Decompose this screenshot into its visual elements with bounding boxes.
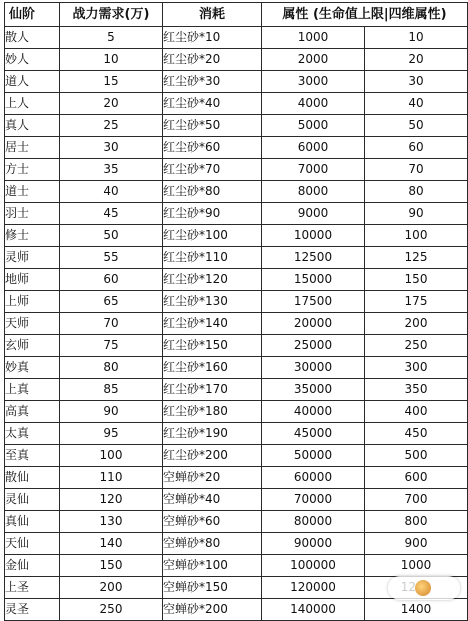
cell-stats: 10 — [365, 27, 468, 49]
cell-health: 1000 — [262, 27, 365, 49]
table-row — [5, 599, 468, 621]
table-row — [5, 225, 468, 247]
cell-cost: 空蝉砂*60 — [163, 511, 262, 533]
table-row — [5, 115, 468, 137]
cell-stats: 700 — [365, 489, 468, 511]
cell-rank: 天仙 — [5, 533, 60, 555]
table-row — [5, 181, 468, 203]
cell-stats: 1000 — [365, 555, 468, 577]
cell-power: 50 — [60, 225, 163, 247]
cell-health: 7000 — [262, 159, 365, 181]
cell-rank: 方士 — [5, 159, 60, 181]
table-row — [5, 49, 468, 71]
cell-rank: 灵师 — [5, 247, 60, 269]
table-row — [5, 335, 468, 357]
cell-stats: 250 — [365, 335, 468, 357]
cell-rank: 道士 — [5, 181, 60, 203]
cell-health: 5000 — [262, 115, 365, 137]
cell-health: 35000 — [262, 379, 365, 401]
cell-cost: 红尘砂*70 — [163, 159, 262, 181]
cell-cost: 红尘砂*140 — [163, 313, 262, 335]
cell-power: 45 — [60, 203, 163, 225]
cell-cost: 红尘砂*150 — [163, 335, 262, 357]
cell-health: 17500 — [262, 291, 365, 313]
cell-power: 110 — [60, 467, 163, 489]
cell-cost: 空蝉砂*20 — [163, 467, 262, 489]
watermark-logo-icon — [415, 580, 431, 596]
table-row — [5, 467, 468, 489]
cell-stats: 300 — [365, 357, 468, 379]
cell-health: 50000 — [262, 445, 365, 467]
cell-cost: 空蝉砂*80 — [163, 533, 262, 555]
cell-stats: 900 — [365, 533, 468, 555]
cell-power: 70 — [60, 313, 163, 335]
cell-power: 25 — [60, 115, 163, 137]
cell-stats: 100 — [365, 225, 468, 247]
cell-power: 250 — [60, 599, 163, 621]
cell-power: 100 — [60, 445, 163, 467]
cell-health: 30000 — [262, 357, 365, 379]
cell-health: 15000 — [262, 269, 365, 291]
cell-power: 130 — [60, 511, 163, 533]
cell-cost: 红尘砂*90 — [163, 203, 262, 225]
table-row — [5, 203, 468, 225]
cell-cost: 空蝉砂*40 — [163, 489, 262, 511]
cell-rank: 妙真 — [5, 357, 60, 379]
cell-cost: 红尘砂*10 — [163, 27, 262, 49]
cell-stats: 30 — [365, 71, 468, 93]
cell-stats: 800 — [365, 511, 468, 533]
cell-health: 100000 — [262, 555, 365, 577]
cell-rank: 散人 — [5, 27, 60, 49]
cell-stats: 40 — [365, 93, 468, 115]
cell-rank: 妙人 — [5, 49, 60, 71]
cell-cost: 空蝉砂*150 — [163, 577, 262, 599]
table-row — [5, 357, 468, 379]
cell-rank: 居士 — [5, 137, 60, 159]
cell-health: 6000 — [262, 137, 365, 159]
cell-stats: 350 — [365, 379, 468, 401]
table-row — [5, 445, 468, 467]
cell-power: 95 — [60, 423, 163, 445]
cell-rank: 金仙 — [5, 555, 60, 577]
cell-stats: 50 — [365, 115, 468, 137]
header-cost: 消耗 — [163, 3, 262, 27]
cell-cost: 红尘砂*200 — [163, 445, 262, 467]
cell-health: 10000 — [262, 225, 365, 247]
cell-power: 15 — [60, 71, 163, 93]
table-body — [5, 27, 468, 621]
cell-rank: 太真 — [5, 423, 60, 445]
cell-stats: 90 — [365, 203, 468, 225]
cell-health: 80000 — [262, 511, 365, 533]
cell-rank: 灵仙 — [5, 489, 60, 511]
cell-health: 40000 — [262, 401, 365, 423]
table-row — [5, 247, 468, 269]
cell-health: 45000 — [262, 423, 365, 445]
cell-rank: 真仙 — [5, 511, 60, 533]
table-row — [5, 269, 468, 291]
cell-rank: 道人 — [5, 71, 60, 93]
cell-rank: 上圣 — [5, 577, 60, 599]
cell-cost: 红尘砂*130 — [163, 291, 262, 313]
table-row — [5, 423, 468, 445]
table-row — [5, 159, 468, 181]
cell-rank: 羽士 — [5, 203, 60, 225]
cell-cost: 红尘砂*190 — [163, 423, 262, 445]
cell-health: 90000 — [262, 533, 365, 555]
cell-stats: 60 — [365, 137, 468, 159]
cell-stats: 125 — [365, 247, 468, 269]
cell-power: 60 — [60, 269, 163, 291]
cell-rank: 上人 — [5, 93, 60, 115]
cell-cost: 空蝉砂*100 — [163, 555, 262, 577]
table-row — [5, 71, 468, 93]
cell-health: 9000 — [262, 203, 365, 225]
cell-power: 55 — [60, 247, 163, 269]
cell-rank: 灵圣 — [5, 599, 60, 621]
cell-cost: 红尘砂*110 — [163, 247, 262, 269]
cell-cost: 红尘砂*60 — [163, 137, 262, 159]
cell-rank: 天师 — [5, 313, 60, 335]
header-rank: 仙阶 — [5, 3, 60, 27]
table-row — [5, 291, 468, 313]
cell-health: 25000 — [262, 335, 365, 357]
cell-power: 120 — [60, 489, 163, 511]
cell-cost: 红尘砂*80 — [163, 181, 262, 203]
cell-health: 2000 — [262, 49, 365, 71]
cell-power: 200 — [60, 577, 163, 599]
cell-cost: 空蝉砂*200 — [163, 599, 262, 621]
cell-rank: 地师 — [5, 269, 60, 291]
cell-power: 85 — [60, 379, 163, 401]
cell-power: 40 — [60, 181, 163, 203]
table-header — [5, 3, 468, 27]
table-row — [5, 555, 468, 577]
cell-power: 5 — [60, 27, 163, 49]
cell-health: 3000 — [262, 71, 365, 93]
cell-rank: 真人 — [5, 115, 60, 137]
cell-rank: 上真 — [5, 379, 60, 401]
cell-health: 4000 — [262, 93, 365, 115]
cell-stats: 200 — [365, 313, 468, 335]
cell-cost: 红尘砂*100 — [163, 225, 262, 247]
cell-stats: 20 — [365, 49, 468, 71]
cell-health: 120000 — [262, 577, 365, 599]
cell-cost: 红尘砂*50 — [163, 115, 262, 137]
cell-health: 8000 — [262, 181, 365, 203]
cell-health: 12500 — [262, 247, 365, 269]
cell-stats: 400 — [365, 401, 468, 423]
cell-rank: 高真 — [5, 401, 60, 423]
cell-rank: 至真 — [5, 445, 60, 467]
cell-health: 20000 — [262, 313, 365, 335]
table-row — [5, 313, 468, 335]
header-power: 战力需求(万) — [60, 3, 163, 27]
cell-power: 10 — [60, 49, 163, 71]
table-row — [5, 511, 468, 533]
cell-cost: 红尘砂*180 — [163, 401, 262, 423]
cell-power: 150 — [60, 555, 163, 577]
cell-rank: 玄师 — [5, 335, 60, 357]
table-row — [5, 489, 468, 511]
cell-cost: 红尘砂*170 — [163, 379, 262, 401]
cell-cost: 红尘砂*20 — [163, 49, 262, 71]
table-row — [5, 533, 468, 555]
cell-stats: 500 — [365, 445, 468, 467]
table-row — [5, 93, 468, 115]
cell-power: 140 — [60, 533, 163, 555]
header-attributes: 属性 (生命值上限|四维属性) — [262, 3, 468, 27]
cell-power: 90 — [60, 401, 163, 423]
cell-health: 60000 — [262, 467, 365, 489]
cell-power: 75 — [60, 335, 163, 357]
table-row — [5, 27, 468, 49]
cell-stats: 600 — [365, 467, 468, 489]
cell-cost: 红尘砂*120 — [163, 269, 262, 291]
cell-cost: 红尘砂*40 — [163, 93, 262, 115]
cell-stats: 80 — [365, 181, 468, 203]
cell-cost: 红尘砂*30 — [163, 71, 262, 93]
table-row — [5, 401, 468, 423]
cell-health: 140000 — [262, 599, 365, 621]
cell-power: 35 — [60, 159, 163, 181]
cell-stats: 70 — [365, 159, 468, 181]
site-watermark — [388, 576, 460, 600]
cell-stats: 175 — [365, 291, 468, 313]
rank-table — [4, 2, 468, 621]
cell-power: 20 — [60, 93, 163, 115]
cell-stats: 1400 — [365, 599, 468, 621]
cell-health: 70000 — [262, 489, 365, 511]
cell-rank: 散仙 — [5, 467, 60, 489]
cell-power: 65 — [60, 291, 163, 313]
table-row — [5, 379, 468, 401]
cell-power: 30 — [60, 137, 163, 159]
cell-rank: 修士 — [5, 225, 60, 247]
table-row — [5, 137, 468, 159]
header-row — [5, 3, 468, 27]
cell-stats: 150 — [365, 269, 468, 291]
cell-stats: 450 — [365, 423, 468, 445]
cell-rank: 上师 — [5, 291, 60, 313]
cell-cost: 红尘砂*160 — [163, 357, 262, 379]
cell-power: 80 — [60, 357, 163, 379]
